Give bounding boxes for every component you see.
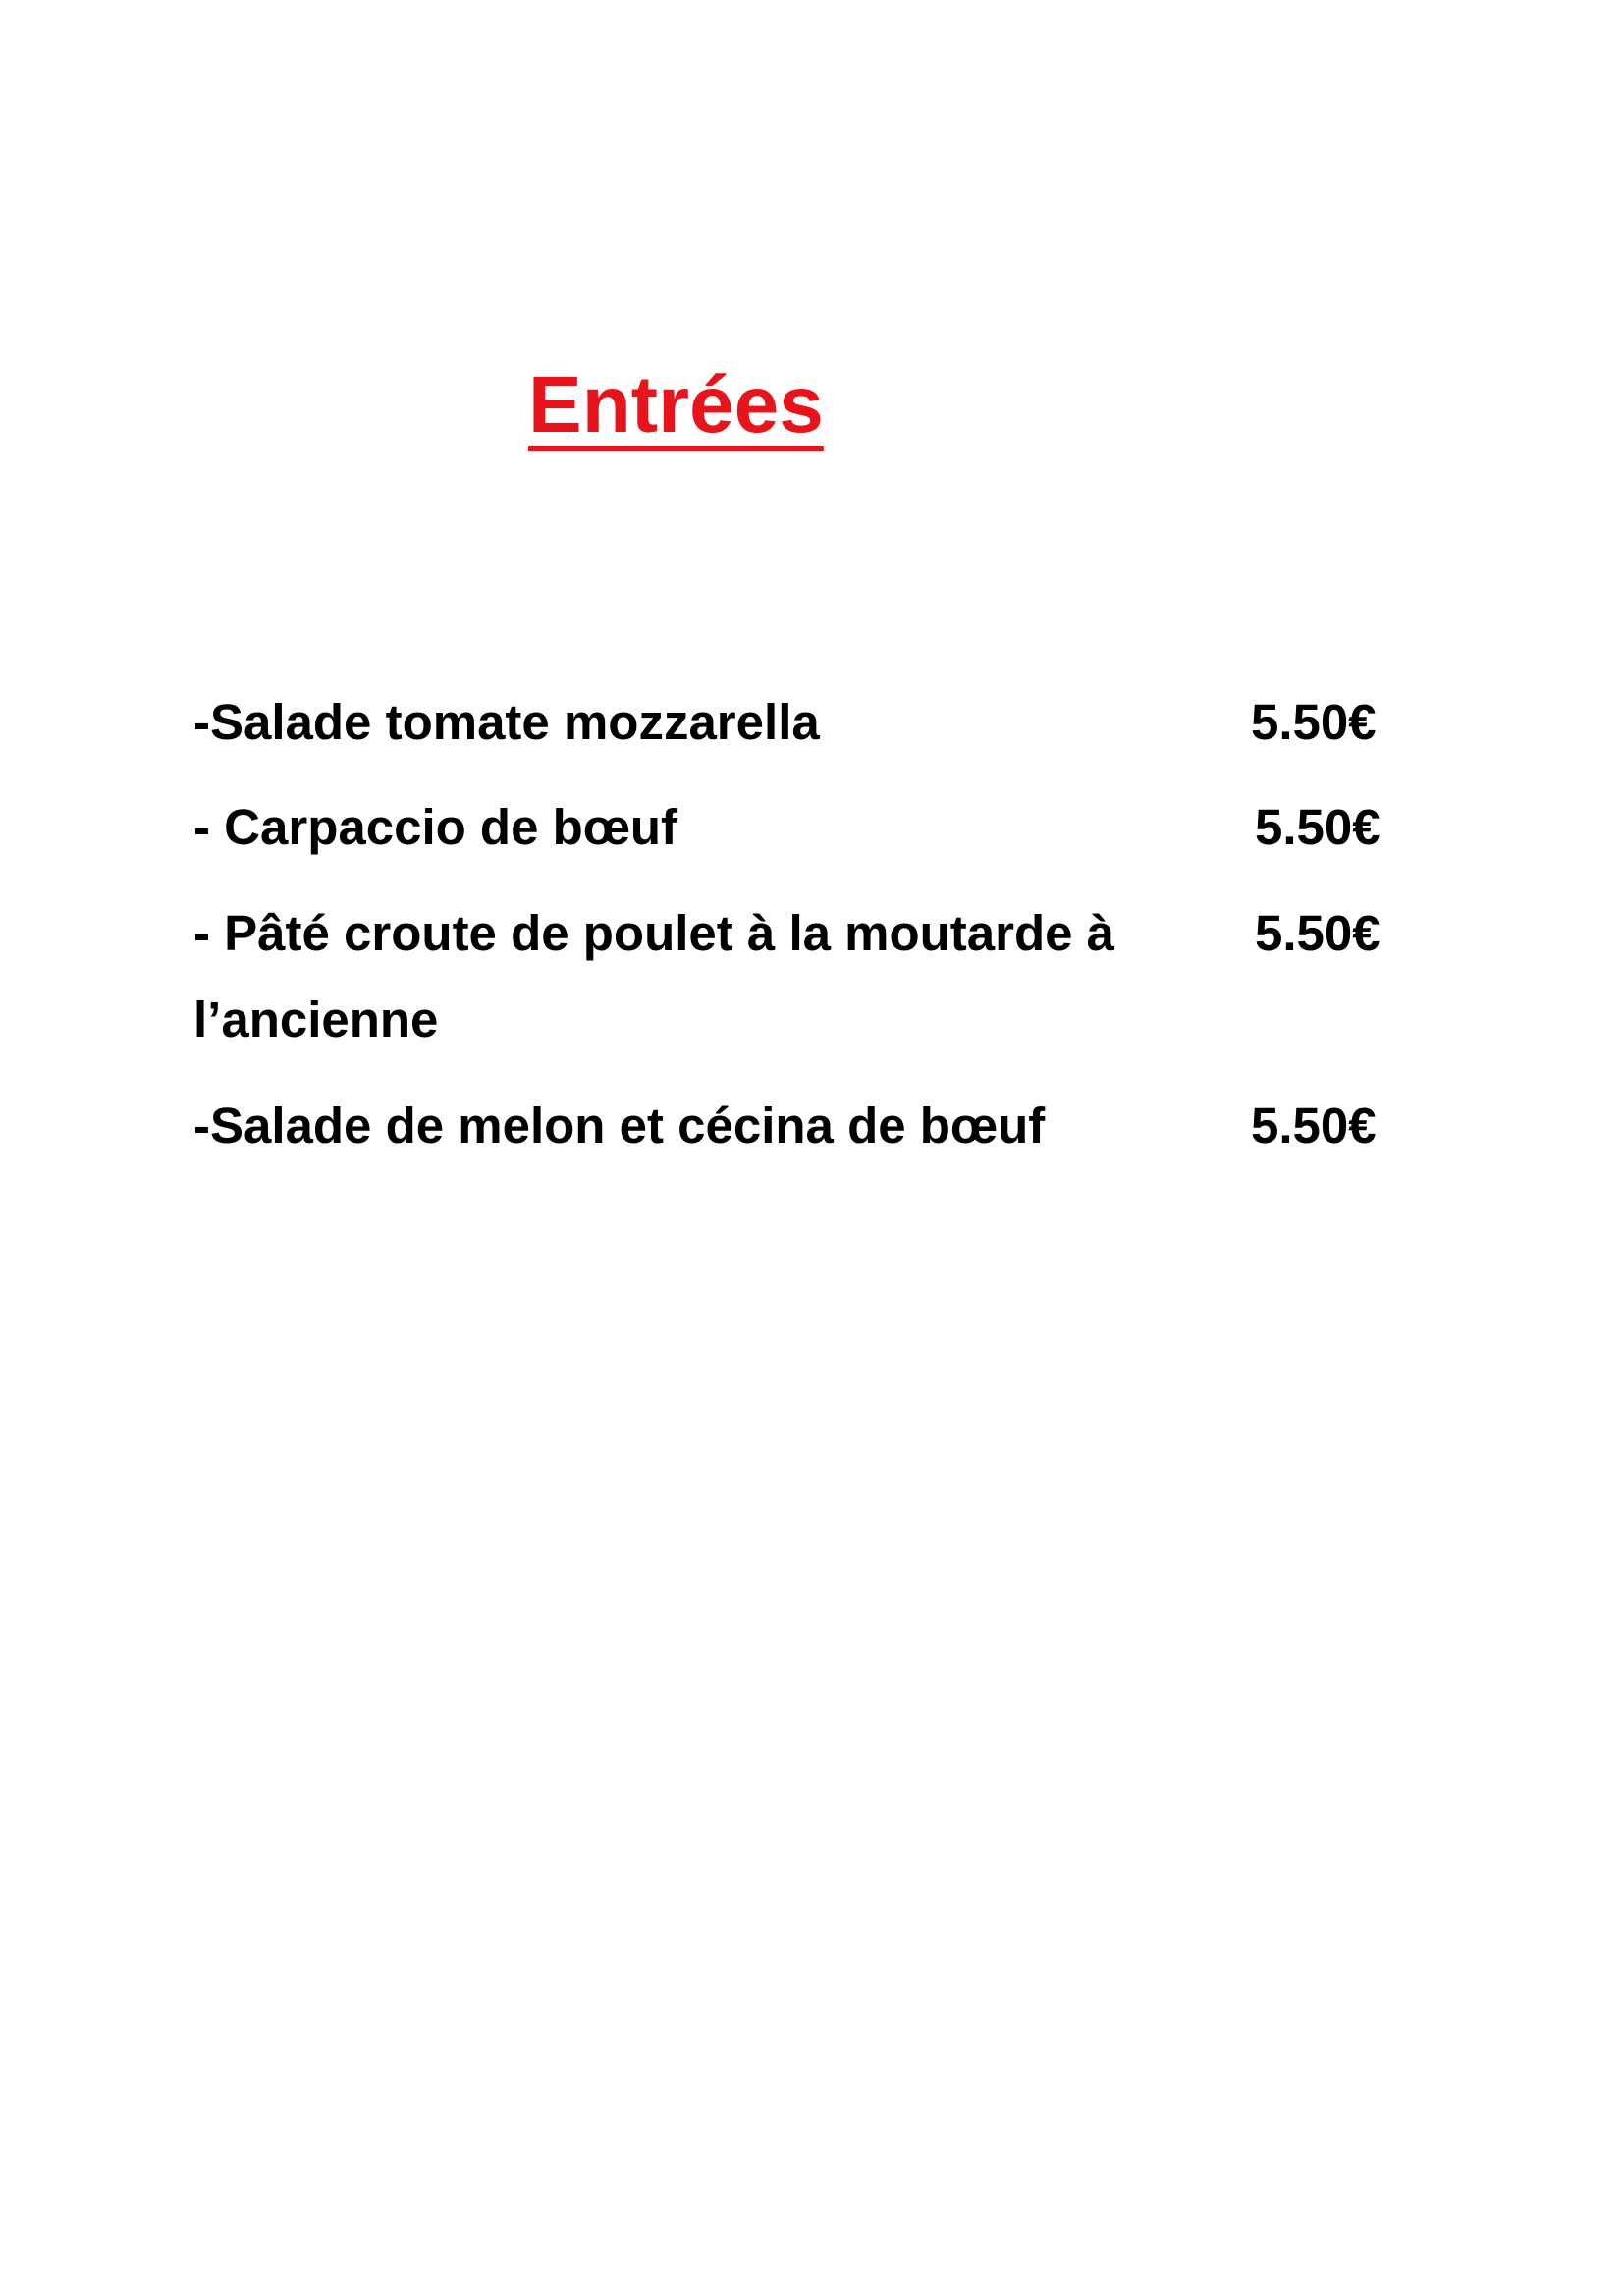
menu-item-name: - Pâté croute de poulet à la moutarde à [193,905,1115,961]
menu-item-name: -Salade tomate mozzarella [193,694,820,750]
menu-item-name: -Salade de melon et cécina de bœuf [193,1097,1046,1153]
menu-item-name: - Carpaccio de bœuf [193,799,678,855]
menu-item-price: 5.50€ [1251,1097,1377,1153]
page-title: Entrées [528,360,824,450]
menu-item-name-continued: l’ancienne [193,991,439,1047]
menu-item-price: 5.50€ [1255,905,1380,961]
menu-item-price: 5.50€ [1255,799,1380,855]
menu-item-price: 5.50€ [1251,694,1377,750]
